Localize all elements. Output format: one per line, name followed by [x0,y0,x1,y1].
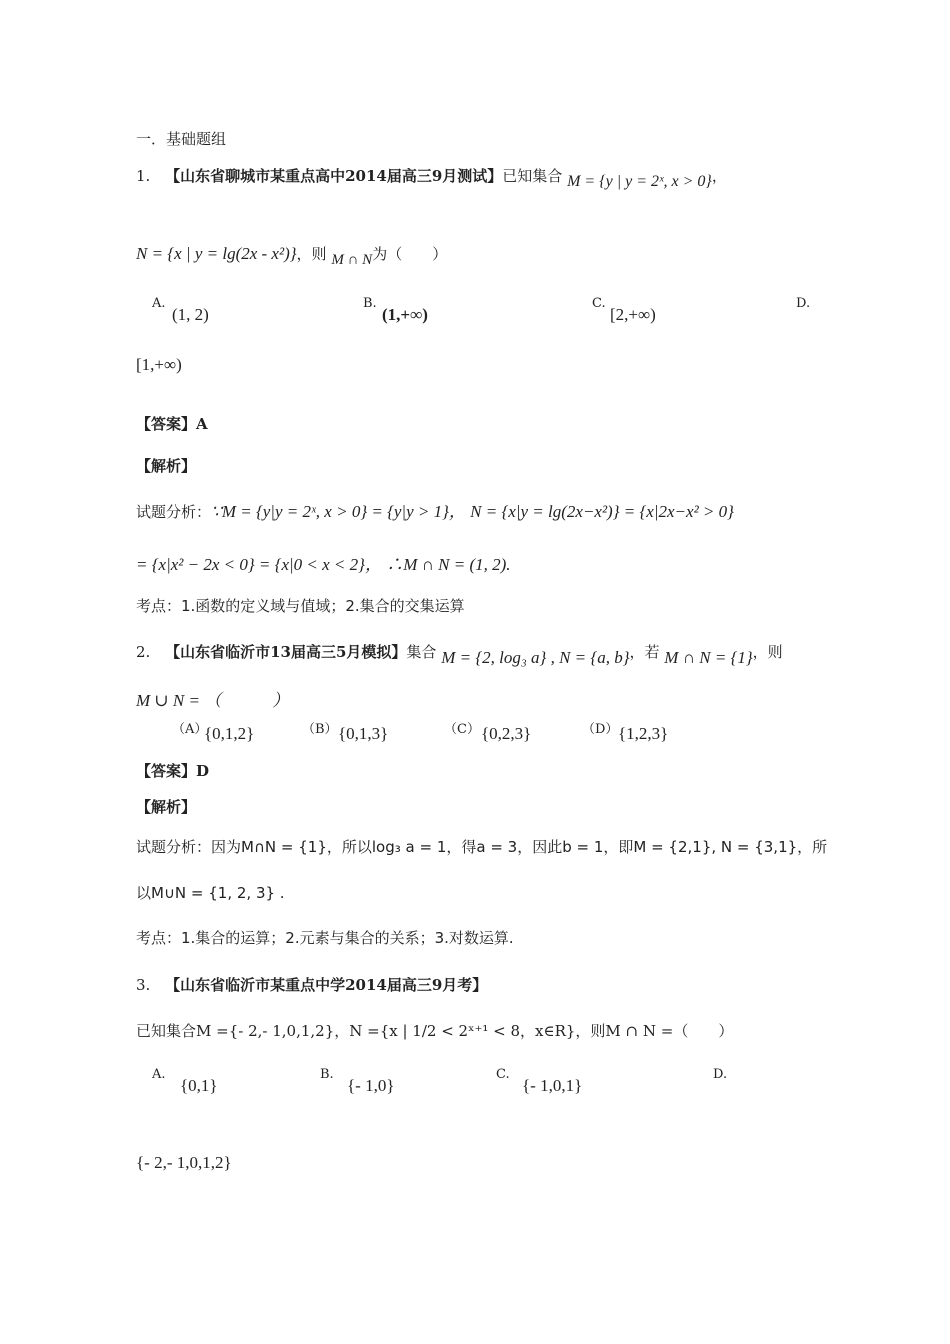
analysis-title: 【解析】 [136,457,197,475]
option-b-label: B. [320,1067,334,1082]
question-1-stem [136,165,727,190]
option-a-value: (1, 2) [172,305,209,324]
comma: ， [711,167,727,185]
stem-text: 为（ ） [372,245,448,263]
question-number: 3. [136,976,151,994]
analysis-math: ∵M = {y|y = 2ˣ, x > 0} = {y|y > 1}， N = {x|y = lg(2x−x²)} = {x|2x−x² > 0} [211,502,734,521]
option-d-value: [1,+∞) [136,355,182,374]
option-d-value: {1,2,3} [618,724,669,743]
stem-text: 已知集合 [502,167,563,185]
option-c-label: （C） [444,722,480,737]
answer: 【答案】D [136,762,210,780]
option-d-label: （D） [582,722,619,737]
option-a-value: {0,1,2} [204,724,255,743]
option-d-value: {- 2,- 1,0,1,2} [136,1153,232,1172]
question-number: 1. [136,167,151,185]
condition-expr: M ∩ N = {1} [664,648,753,667]
question-source: 【山东省临沂市某重点中学2014届高三9月考】 [165,976,488,994]
analysis-line-1: 试题分析：因为M∩N = {1}，所以log₃ a = 1，得a = 3，因此b = 1，即M = {2,1}, N = {3,1}，所 [136,838,828,856]
question-source: 【山东省聊城市某重点高中2014届高三9月测试】 [165,167,503,185]
analysis-line-2: 以M∪N = {1, 2, 3} . [136,884,285,902]
union-expr: M ∪ N = （ ） [136,691,290,710]
option-c-label: C. [592,296,606,311]
option-c-value: [2,+∞) [610,305,656,324]
option-a-label: A. [152,296,166,311]
stem-text: ，则 [296,245,327,263]
option-a-label: （A） [172,722,208,737]
analysis-label: 试题分析： [136,503,212,521]
question-source: 【山东省临沂市13届高三5月模拟】 [165,643,407,661]
option-a-label: A. [152,1067,166,1082]
option-b-value: {- 1,0} [347,1076,395,1095]
option-d-label: D. [796,296,811,311]
option-b-label: B. [363,296,377,311]
question-2-stem [136,641,783,667]
question-number: 2. [136,643,151,661]
option-b-label: （B） [302,722,338,737]
stem-text: ，若 [629,643,660,661]
question-3-condition: 已知集合M ={- 2,- 1,0,1,2}，N ={x | 1/2 < 2ˣ⁺¹ < 8，x∈R}，则M ∩ N =（ ） [136,1022,734,1040]
option-d-label: D. [713,1067,728,1082]
option-c-value: {0,2,3} [481,724,532,743]
intersection-expr: M ∩ N [331,252,373,268]
sets-expr: M = {2, log₃ a} , N = {a, b} [441,648,630,667]
option-c-label: C. [496,1067,510,1082]
question-3-stem [136,974,487,995]
question-1-stem-cont [136,243,448,268]
stem-text: 集合 [406,643,437,661]
knowledge-point: 考点：1.集合的运算；2.元素与集合的关系；3.对数运算. [136,929,514,947]
option-b-value: {0,1,3} [338,724,389,743]
knowledge-point: 考点：1.函数的定义域与值域；2.集合的交集运算 [136,597,465,615]
set-m: M = {y | y = 2ˣ, x > 0} [567,173,712,190]
option-b-value: (1,+∞) [382,305,428,324]
analysis-title: 【解析】 [136,798,197,816]
section-title: 一．基础题组 [136,130,227,148]
analysis-line-2: = {x|x² − 2x < 0} = {x|0 < x < 2}， ∴M ∩ N = (1, 2). [136,555,511,574]
stem-text: ，则 [752,643,783,661]
set-n: N = {x | y = lg(2x - x²)} [136,244,297,263]
answer: 【答案】A [136,415,208,433]
option-c-value: {- 1,0,1} [522,1076,583,1095]
analysis-line-1 [136,497,734,522]
option-a-value: {0,1} [180,1076,218,1095]
